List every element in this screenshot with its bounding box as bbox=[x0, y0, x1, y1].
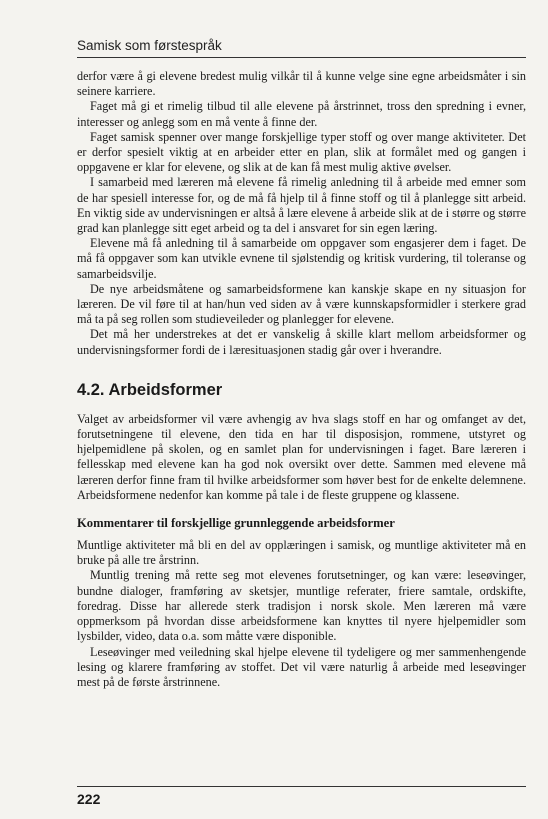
section-heading: 4.2. Arbeidsformer bbox=[77, 380, 223, 399]
paragraph: Faget må gi et rimelig tilbud til alle elevene på årstrinnet, tross den spredning i evner, interesser og anlegg som en må vente å finne der. bbox=[77, 99, 526, 129]
paragraph: Det må her understrekes at det er vanskelig å skille klart mellom arbeidsformer og undervisningsformer fordi de i læresituasjonen stadig går over i hverandre. bbox=[77, 327, 526, 357]
running-head: Samisk som førstespråk bbox=[77, 38, 222, 53]
paragraph: I samarbeid med læreren må elevene få rimelig anledning til å arbeide med emner som de har spesiell interesse for, og de må få hjelp til å finne stoff og til å planlegge sitt arbeid. En viktig side av undervisningen er altså å lære elevene å arbeide slik at de i større og større grad kan planlegge sitt eget arbeid og ta del i ansvaret for sin egen læring. bbox=[77, 175, 526, 236]
header-rule bbox=[77, 57, 526, 58]
subsection-heading: Kommentarer til forskjellige grunnleggende arbeidsformer bbox=[77, 516, 395, 531]
paragraph: Faget samisk spenner over mange forskjellige typer stoff og over mange aktiviteter. Det er derfor spesielt viktig at en arbeider etter en plan, slik at formålet med og gangen i oppgavene er klar for elevene, og slik at de kan få mest mulig aktive øvelser. bbox=[77, 129, 526, 175]
paragraph: De nye arbeidsmåtene og samarbeidsformene kan kanskje skape en ny situasjon for læreren. De vil føre til at han/hun ved siden av å være kunnskapsformidler i sterkere grad må ta på seg rollen som studieveileder og planlegger for elevene. bbox=[77, 281, 526, 327]
paragraph: Elevene må få anledning til å samarbeide om oppgaver som engasjerer dem i faget. De må få oppgaver som kan utvikle evnene til sjølstendig og kritisk vurdering, til toleranse og samarbeidsvilje. bbox=[77, 236, 526, 281]
page-number: 222 bbox=[77, 791, 101, 807]
paragraph: Muntlig trening må rette seg mot elevenes forutsetninger, og kan være: leseøvinger, bundne dialoger, framføring av sketsjer, muntlige referater, friere samtale, ordskifte, foredrag. Disse har allerede sterk tradisjon i norsk skole. Men læreren må være oppmerksom på hvordan disse arbeidsformene kan knyttes til nyere hjelpemidler som lysbilder, video, data o.a. som måtte være disponible. bbox=[77, 568, 526, 644]
paragraph: derfor være å gi elevene bredest mulig vilkår til å kunne velge sine egne arbeidsmåter i sin seinere karriere. bbox=[77, 69, 526, 99]
paragraph: Leseøvinger med veiledning skal hjelpe elevene til tydeligere og mer sammenhengende lesing og klarere framføring av stoffet. Det vil være naturlig å arbeide med leseøvinger mest på de første årstrinnene. bbox=[77, 644, 526, 689]
footer-rule bbox=[77, 786, 526, 787]
paragraph: Muntlige aktiviteter må bli en del av opplæringen i samisk, og muntlige aktiviteter må en bruke på alle tre årstrinn. bbox=[77, 538, 526, 568]
body-text bbox=[77, 69, 526, 690]
paragraph: Valget av arbeidsformer vil være avhengig av hva slags stoff en har og omfanget av det, forutsetningene til elevene, den tida en har til disposisjon, rommene, utstyret og hjelpemidlene på skolen, og en samlet plan for undervisningen i faget. Bare læreren i fellesskap med elevene kan ha god nok oversikt over dette. Sammen med elevene må læreren derfor finne fram til hvilke arbeidsformer som høver best for de enkelte delemnene. Arbeidsformene nedenfor kan komme på tale i de fleste gruppene og klassene. bbox=[77, 411, 526, 502]
